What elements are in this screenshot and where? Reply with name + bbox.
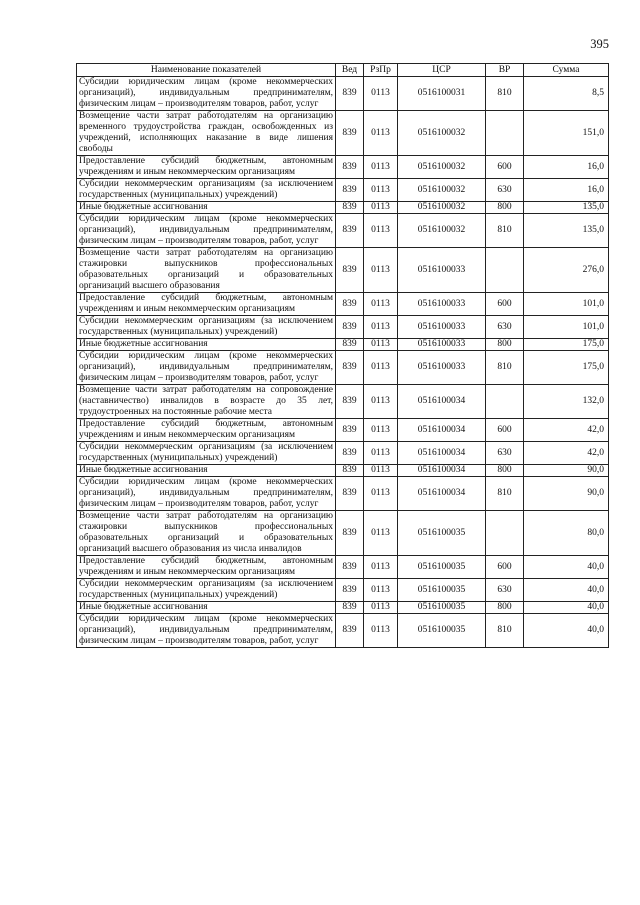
- cell-csr: 0516100032: [398, 214, 486, 248]
- cell-ved: 839: [336, 339, 364, 351]
- cell-rzpr: 0113: [364, 156, 398, 179]
- table-row: [77, 579, 609, 602]
- cell-sum: 42,0: [524, 442, 609, 465]
- cell-csr: 0516100034: [398, 477, 486, 511]
- table-body: [77, 77, 609, 648]
- cell-rzpr: 0113: [364, 111, 398, 156]
- cell-sum: 90,0: [524, 477, 609, 511]
- cell-ved: 839: [336, 179, 364, 202]
- cell-sum: 101,0: [524, 293, 609, 316]
- cell-vr: 810: [486, 77, 524, 111]
- cell-ved: 839: [336, 511, 364, 556]
- cell-sum: 40,0: [524, 556, 609, 579]
- cell-ved: 839: [336, 465, 364, 477]
- cell-vr: 630: [486, 179, 524, 202]
- cell-name: Возмещение части затрат работодателям на организацию временного трудоустройства граждан, освобожденных из учреждений, исполняющих наказание в виде лишения свободы: [77, 111, 336, 156]
- cell-csr: 0516100033: [398, 351, 486, 385]
- cell-rzpr: 0113: [364, 556, 398, 579]
- table-row: [77, 511, 609, 556]
- cell-name: Субсидии юридическим лицам (кроме некоммерческих организаций), индивидуальным предпринимателям, физическим лицам – производителям товаров, работ, услуг: [77, 614, 336, 648]
- cell-rzpr: 0113: [364, 316, 398, 339]
- table-row: [77, 556, 609, 579]
- cell-rzpr: 0113: [364, 419, 398, 442]
- cell-vr: 600: [486, 293, 524, 316]
- cell-vr: 810: [486, 614, 524, 648]
- table-row: [77, 77, 609, 111]
- cell-vr: 810: [486, 351, 524, 385]
- cell-name: Предоставление субсидий бюджетным, автономным учреждениям и иным некоммерческим организациям: [77, 156, 336, 179]
- table-row: [77, 419, 609, 442]
- table-row: [77, 202, 609, 214]
- cell-sum: 175,0: [524, 339, 609, 351]
- cell-sum: 175,0: [524, 351, 609, 385]
- cell-rzpr: 0113: [364, 293, 398, 316]
- header-vr: ВР: [486, 64, 524, 77]
- cell-vr: [486, 385, 524, 419]
- cell-ved: 839: [336, 156, 364, 179]
- table-row: [77, 351, 609, 385]
- table-row: [77, 293, 609, 316]
- cell-ved: 839: [336, 385, 364, 419]
- cell-rzpr: 0113: [364, 477, 398, 511]
- cell-name: Субсидии некоммерческим организациям (за исключением государственных (муниципальных) учреждений): [77, 579, 336, 602]
- cell-vr: 800: [486, 339, 524, 351]
- cell-ved: 839: [336, 202, 364, 214]
- cell-csr: 0516100034: [398, 465, 486, 477]
- cell-csr: 0516100035: [398, 602, 486, 614]
- cell-ved: 839: [336, 77, 364, 111]
- cell-sum: 151,0: [524, 111, 609, 156]
- cell-rzpr: 0113: [364, 77, 398, 111]
- cell-csr: 0516100032: [398, 156, 486, 179]
- cell-name: Иные бюджетные ассигнования: [77, 465, 336, 477]
- cell-csr: 0516100032: [398, 179, 486, 202]
- cell-csr: 0516100032: [398, 202, 486, 214]
- cell-csr: 0516100034: [398, 442, 486, 465]
- cell-rzpr: 0113: [364, 351, 398, 385]
- cell-ved: 839: [336, 602, 364, 614]
- cell-csr: 0516100035: [398, 579, 486, 602]
- cell-csr: 0516100033: [398, 293, 486, 316]
- cell-ved: 839: [336, 293, 364, 316]
- cell-ved: 839: [336, 248, 364, 293]
- cell-vr: 810: [486, 477, 524, 511]
- cell-csr: 0516100035: [398, 556, 486, 579]
- table-row: [77, 214, 609, 248]
- cell-vr: 800: [486, 202, 524, 214]
- cell-name: Предоставление субсидий бюджетным, автономным учреждениям и иным некоммерческим организациям: [77, 419, 336, 442]
- cell-csr: 0516100034: [398, 385, 486, 419]
- cell-name: Возмещение части затрат работодателям на сопровождение (наставничество) инвалидов в возрасте до 35 лет, трудоустроенных на постоянные рабочие места: [77, 385, 336, 419]
- cell-vr: 630: [486, 579, 524, 602]
- cell-rzpr: 0113: [364, 214, 398, 248]
- cell-ved: 839: [336, 419, 364, 442]
- header-row: [77, 64, 609, 77]
- cell-vr: [486, 111, 524, 156]
- cell-name: Субсидии юридическим лицам (кроме некоммерческих организаций), индивидуальным предпринимателям, физическим лицам – производителям товаров, работ, услуг: [77, 351, 336, 385]
- header-csr: ЦСР: [398, 64, 486, 77]
- cell-name: Субсидии некоммерческим организациям (за исключением государственных (муниципальных) учреждений): [77, 316, 336, 339]
- cell-ved: 839: [336, 316, 364, 339]
- header-ved: Вед: [336, 64, 364, 77]
- cell-csr: 0516100031: [398, 77, 486, 111]
- cell-sum: 276,0: [524, 248, 609, 293]
- cell-csr: 0516100035: [398, 511, 486, 556]
- cell-rzpr: 0113: [364, 465, 398, 477]
- cell-name: Иные бюджетные ассигнования: [77, 202, 336, 214]
- cell-name: Возмещение части затрат работодателям на организацию стажировки выпускников профессиональных образовательных организаций и образовательных организаций высшего образования: [77, 248, 336, 293]
- cell-vr: 600: [486, 556, 524, 579]
- table-row: [77, 111, 609, 156]
- header-rzpr: РзПр: [364, 64, 398, 77]
- table-row: [77, 614, 609, 648]
- cell-ved: 839: [336, 556, 364, 579]
- cell-vr: 800: [486, 465, 524, 477]
- table-row: [77, 477, 609, 511]
- cell-rzpr: 0113: [364, 442, 398, 465]
- cell-csr: 0516100034: [398, 419, 486, 442]
- cell-rzpr: 0113: [364, 385, 398, 419]
- cell-sum: 40,0: [524, 614, 609, 648]
- cell-sum: 80,0: [524, 511, 609, 556]
- budget-table: [76, 63, 609, 648]
- cell-sum: 16,0: [524, 179, 609, 202]
- page-number: 395: [590, 37, 609, 51]
- cell-sum: 132,0: [524, 385, 609, 419]
- cell-name: Субсидии некоммерческим организациям (за исключением государственных (муниципальных) учреждений): [77, 179, 336, 202]
- table-row: [77, 179, 609, 202]
- cell-name: Субсидии юридическим лицам (кроме некоммерческих организаций), индивидуальным предпринимателям, физическим лицам – производителям товаров, работ, услуг: [77, 214, 336, 248]
- cell-vr: 810: [486, 214, 524, 248]
- cell-name: Субсидии юридическим лицам (кроме некоммерческих организаций), индивидуальным предпринимателям, физическим лицам – производителям товаров, работ, услуг: [77, 77, 336, 111]
- cell-sum: 40,0: [524, 602, 609, 614]
- table-row: [77, 316, 609, 339]
- table-row: [77, 339, 609, 351]
- cell-rzpr: 0113: [364, 248, 398, 293]
- cell-name: Субсидии некоммерческим организациям (за исключением государственных (муниципальных) учреждений): [77, 442, 336, 465]
- cell-ved: 839: [336, 111, 364, 156]
- cell-rzpr: 0113: [364, 202, 398, 214]
- cell-sum: 90,0: [524, 465, 609, 477]
- cell-csr: 0516100032: [398, 111, 486, 156]
- cell-ved: 839: [336, 477, 364, 511]
- cell-sum: 135,0: [524, 202, 609, 214]
- cell-sum: 101,0: [524, 316, 609, 339]
- cell-rzpr: 0113: [364, 614, 398, 648]
- cell-csr: 0516100033: [398, 316, 486, 339]
- table-row: [77, 442, 609, 465]
- table-row: [77, 602, 609, 614]
- cell-rzpr: 0113: [364, 511, 398, 556]
- table-row: [77, 156, 609, 179]
- table-row: [77, 248, 609, 293]
- cell-name: Возмещение части затрат работодателям на организацию стажировки выпускников профессиональных образовательных организаций и образовательных организаций высшего образования из числа инвалидов: [77, 511, 336, 556]
- cell-sum: 135,0: [524, 214, 609, 248]
- cell-vr: 630: [486, 316, 524, 339]
- cell-sum: 16,0: [524, 156, 609, 179]
- cell-csr: 0516100035: [398, 614, 486, 648]
- cell-vr: [486, 511, 524, 556]
- cell-ved: 839: [336, 351, 364, 385]
- cell-vr: 630: [486, 442, 524, 465]
- cell-ved: 839: [336, 614, 364, 648]
- table-row: [77, 465, 609, 477]
- table-header: [77, 64, 609, 77]
- table-row: [77, 385, 609, 419]
- cell-ved: 839: [336, 579, 364, 602]
- cell-name: Субсидии юридическим лицам (кроме некоммерческих организаций), индивидуальным предпринимателям, физическим лицам – производителям товаров, работ, услуг: [77, 477, 336, 511]
- cell-ved: 839: [336, 214, 364, 248]
- cell-name: Предоставление субсидий бюджетным, автономным учреждениям и иным некоммерческим организациям: [77, 556, 336, 579]
- cell-rzpr: 0113: [364, 579, 398, 602]
- cell-name: Иные бюджетные ассигнования: [77, 339, 336, 351]
- cell-rzpr: 0113: [364, 179, 398, 202]
- cell-rzpr: 0113: [364, 339, 398, 351]
- cell-name: Предоставление субсидий бюджетным, автономным учреждениям и иным некоммерческим организациям: [77, 293, 336, 316]
- cell-vr: 800: [486, 602, 524, 614]
- header-name: Наименование показателей: [77, 64, 336, 77]
- cell-csr: 0516100033: [398, 339, 486, 351]
- cell-vr: 600: [486, 156, 524, 179]
- cell-name: Иные бюджетные ассигнования: [77, 602, 336, 614]
- cell-vr: 600: [486, 419, 524, 442]
- cell-csr: 0516100033: [398, 248, 486, 293]
- cell-sum: 8,5: [524, 77, 609, 111]
- cell-vr: [486, 248, 524, 293]
- cell-rzpr: 0113: [364, 602, 398, 614]
- cell-ved: 839: [336, 442, 364, 465]
- cell-sum: 40,0: [524, 579, 609, 602]
- header-sum: Сумма: [524, 64, 609, 77]
- cell-sum: 42,0: [524, 419, 609, 442]
